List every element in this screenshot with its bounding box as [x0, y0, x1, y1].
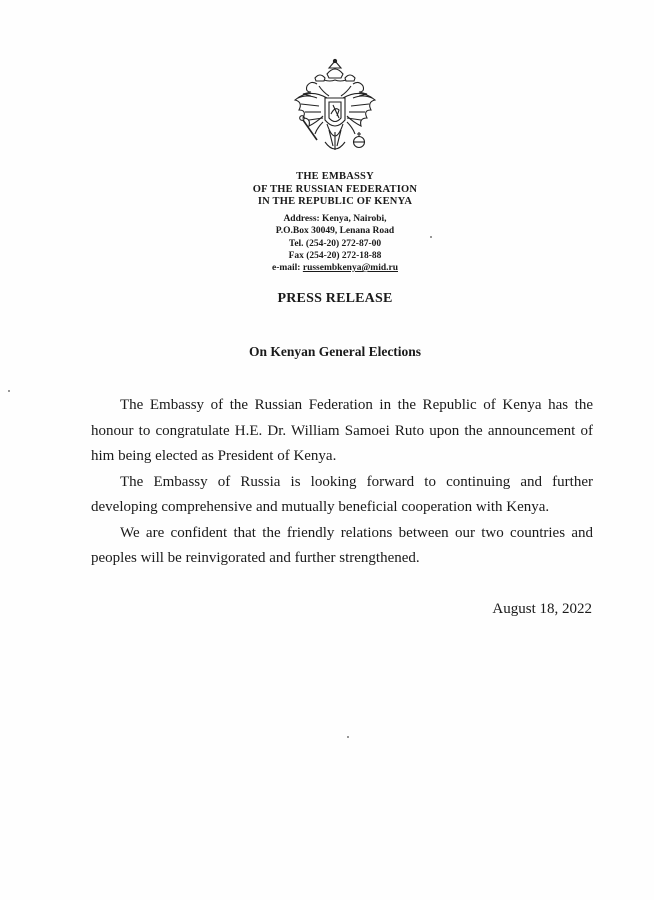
- email-link[interactable]: russembkenya@mid.ru: [302, 263, 398, 274]
- email-label: e-mail:: [271, 263, 303, 274]
- scan-speck: [347, 736, 349, 738]
- email-line: [180, 262, 490, 274]
- paragraph-2: The Embassy of Russia is looking forward to continuing and further developing comprehensive and mutually beneficial cooperation with Kenya.: [91, 473, 593, 515]
- document-subject: On Kenyan General Elections: [248, 344, 422, 359]
- contact-block: [180, 213, 490, 274]
- address-line-1: Address: Kenya, Nairobi,: [283, 214, 387, 224]
- address-line-2: P.O.Box 30049, Lenana Road: [275, 226, 395, 237]
- coat-of-arms-icon: [289, 58, 381, 170]
- paragraph-3: We are confident that the friendly relations between our two countries and peoples will be reinvigorated and further strengthened.: [91, 524, 593, 566]
- embassy-name-line-3: IN THE REPUBLIC OF KENYA: [257, 196, 413, 207]
- scan-speck: [430, 236, 432, 238]
- scan-speck: [8, 390, 10, 392]
- document-type-title: PRESS RELEASE: [277, 291, 393, 306]
- embassy-name-line-1: THE EMBASSY: [296, 171, 374, 182]
- document-body: [91, 393, 593, 572]
- paragraph-1: The Embassy of the Russian Federation in the Republic of Kenya has the honour to congratulate H.E. Dr. William Samoei Ruto upon the announcement of him being elected as President of Kenya.: [91, 397, 593, 464]
- document-date: August 18, 2022: [492, 601, 592, 617]
- embassy-name-line-2: OF THE RUSSIAN FEDERATION: [252, 183, 418, 195]
- embassy-name: [180, 171, 490, 209]
- fax-line: Fax (254-20) 272-18-88: [288, 250, 382, 261]
- telephone-line: Tel. (254-20) 272-87-00: [288, 238, 382, 249]
